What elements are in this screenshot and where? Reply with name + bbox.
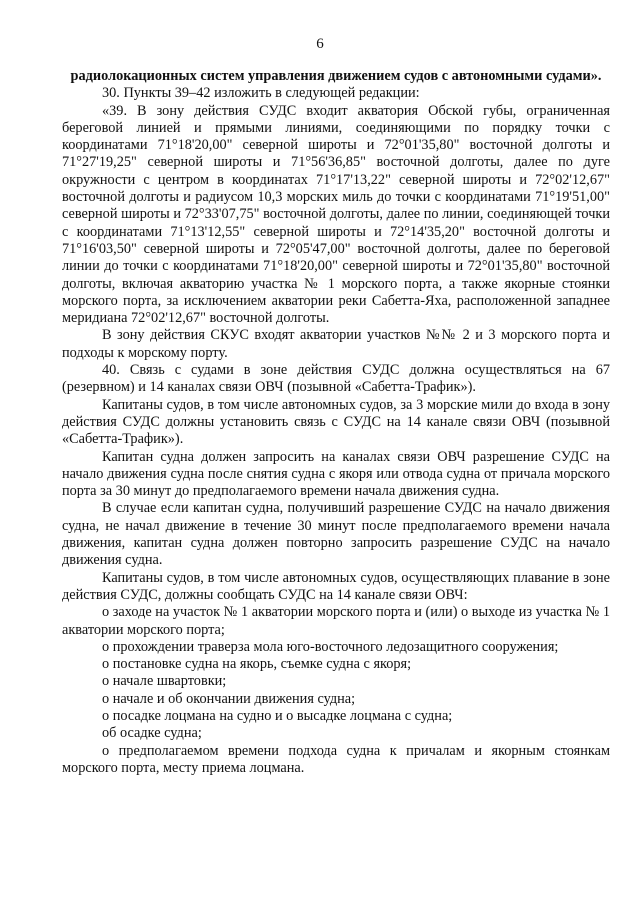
paragraph-item-40: 40. Связь с судами в зоне действия СУДС должна осуществляться на 67 (резервном) и 14 каналах связи ОВЧ (позывной «Сабетта-Трафик»). bbox=[62, 362, 610, 396]
document-body bbox=[62, 68, 610, 777]
paragraph-amendment-intro: 30. Пункты 39–42 изложить в следующей редакции: bbox=[102, 85, 420, 102]
list-item: о прохождении траверза мола юго-восточного ледозащитного сооружения; bbox=[102, 638, 559, 655]
list-item: о заходе на участок № 1 акватории морского порта и (или) о выходе из участка № 1 акватории морского порта; bbox=[62, 604, 610, 638]
paragraph-reporting-intro: Капитаны судов, в том числе автономных судов, осуществляющих плавание в зоне действия СУДС, должны сообщать СУДС на 14 канале связи ОВЧ: bbox=[62, 569, 610, 603]
list-item: об осадке судна; bbox=[102, 725, 202, 742]
page-number: 6 bbox=[316, 36, 324, 52]
paragraph-item-39: «39. В зону действия СУДС входит акватория Обской губы, ограниченная береговой линией и прямыми линиями, соединяющими по порядку точки с координатами 71°18'20,00" северной широты и 72°01'35,80" восточной долготы и 71°27'19,25" северной широты и 71°56'36,85" восточной долготы, далее по дуге окружности с центром в координатах 71°17'13,22" северной широты и 72°02'12,67" восточной долготы и радиусом 10,3 морских миль до точки с координатами 71°19'51,00" северной широты и 72°33'07,75" восточной долготы, далее по линии, соединяющей точки с координатами 71°13'12,55" северной широты и 72°14'35,20" восточной долготы и 71°16'03,50" северной широты и 72°05'47,00" восточной долготы, далее по береговой линии до точки с координатами 71°18'20,00" северной широты и 72°01'35,80" восточной долготы, включая акваторию участка № 1 морского порта, а также якорные стоянки морского порта, за исключением акватории реки Сабетта-Яха, расположенной западнее меридиана 72°02'12,67" восточной долготы. bbox=[62, 102, 610, 327]
section-heading: радиолокационных систем управления движением судов с автономными судами». bbox=[70, 68, 602, 84]
paragraph-permission-request: Капитан судна должен запросить на каналах связи ОВЧ разрешение СУДС на начало движения судна после снятия судна с якоря или отвода судна от причала морского порта за 30 минут до предполагаемого времени начала движения судна. bbox=[62, 448, 610, 500]
paragraph-skus-zone: В зону действия СКУС входят акватории участков №№ 2 и 3 морского порта и подходы к морскому порту. bbox=[62, 327, 610, 361]
paragraph-repeat-request: В случае если капитан судна, получивший разрешение СУДС на начало движения судна, не начал движение в течение 30 минут после предполагаемого времени начала движения, капитан судна должен повторно запросить разрешение СУДС на начало движения судна. bbox=[62, 500, 610, 569]
list-item: о начале и об окончании движения судна; bbox=[102, 690, 356, 707]
list-item: о посадке лоцмана на судно и о высадке лоцмана с судна; bbox=[102, 707, 453, 724]
list-item: о начале швартовки; bbox=[102, 673, 227, 690]
paragraph-captains-contact: Капитаны судов, в том числе автономных судов, за 3 морские мили до входа в зону действия СУДС должны установить связь с СУДС на 14 канале связи ОВЧ (позывной «Сабетта-Трафик»). bbox=[62, 396, 610, 448]
list-item: о предполагаемом времени подхода судна к причалам и якорным стоянкам морского порта, месту приема лоцмана. bbox=[62, 742, 610, 776]
list-item: о постановке судна на якорь, съемке судна с якоря; bbox=[102, 656, 412, 673]
